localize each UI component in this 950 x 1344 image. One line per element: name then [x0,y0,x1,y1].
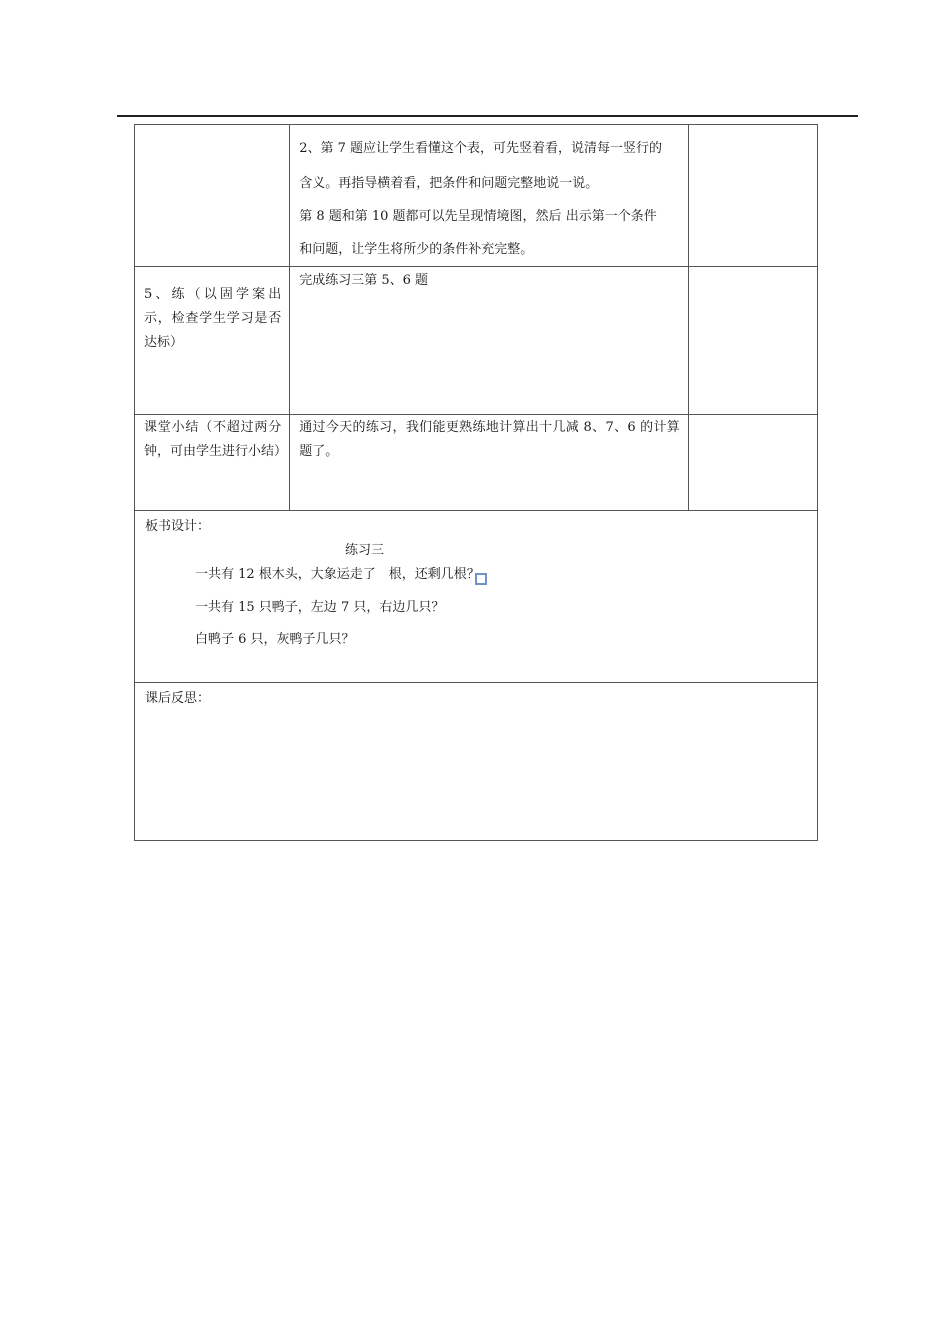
row2-label-cell [135,267,290,415]
row2-notes-cell [688,267,817,415]
row1-content-cell [290,125,689,267]
board-design-cell [135,511,818,683]
row1-label-cell [135,125,290,267]
table-row [135,267,818,415]
table-row [135,125,818,267]
row2-label: 5、练（以固学案出示，检查学生学习是否达标） [144,287,282,350]
text-cursor-box[interactable] [475,573,487,585]
row3-label: 课堂小结（不超过两分钟，可由学生进行小结） [144,420,288,459]
board-line-1: 一共有 12 根木头，大象运走了 根，还剩几根？ [195,567,480,582]
table-row [135,511,818,683]
table-row [135,415,818,511]
reflection-label: 课后反思： [145,691,211,706]
row3-content-cell [290,415,689,511]
board-label: 板书设计： [145,519,211,534]
row1-line-1: 2、第 7 题应让学生看懂这个表，可先竖着看，说清每一竖行的 [299,141,663,156]
row1-line-3: 第 8 题和第 10 题都可以先呈现情境图，然后 出示第一个条件 [299,209,657,224]
board-line-3: 白鸭子 6 只，灰鸭子几只？ [195,632,355,647]
row1-line-4: 和问题，让学生将所少的条件补充完整。 [299,242,534,257]
row3-content: 通过今天的练习，我们能更熟练地计算出十几减 8、7、6 的计算题了。 [299,420,680,459]
reflection-cell [135,683,818,841]
lesson-plan-table [134,124,818,841]
row3-label-cell [135,415,290,511]
row3-notes-cell [688,415,817,511]
header-rule [117,115,858,117]
table-row [135,683,818,841]
board-line-2: 一共有 15 只鸭子，左边 7 只，右边几只？ [195,600,445,615]
row1-notes-cell [688,125,817,267]
row1-line-2: 含义。再指导横着看，把条件和问题完整地说一说。 [299,176,599,191]
board-title: 练习三 [345,543,385,558]
row2-content-cell [290,267,689,415]
row2-content: 完成练习三第 5、6 题 [299,273,429,288]
